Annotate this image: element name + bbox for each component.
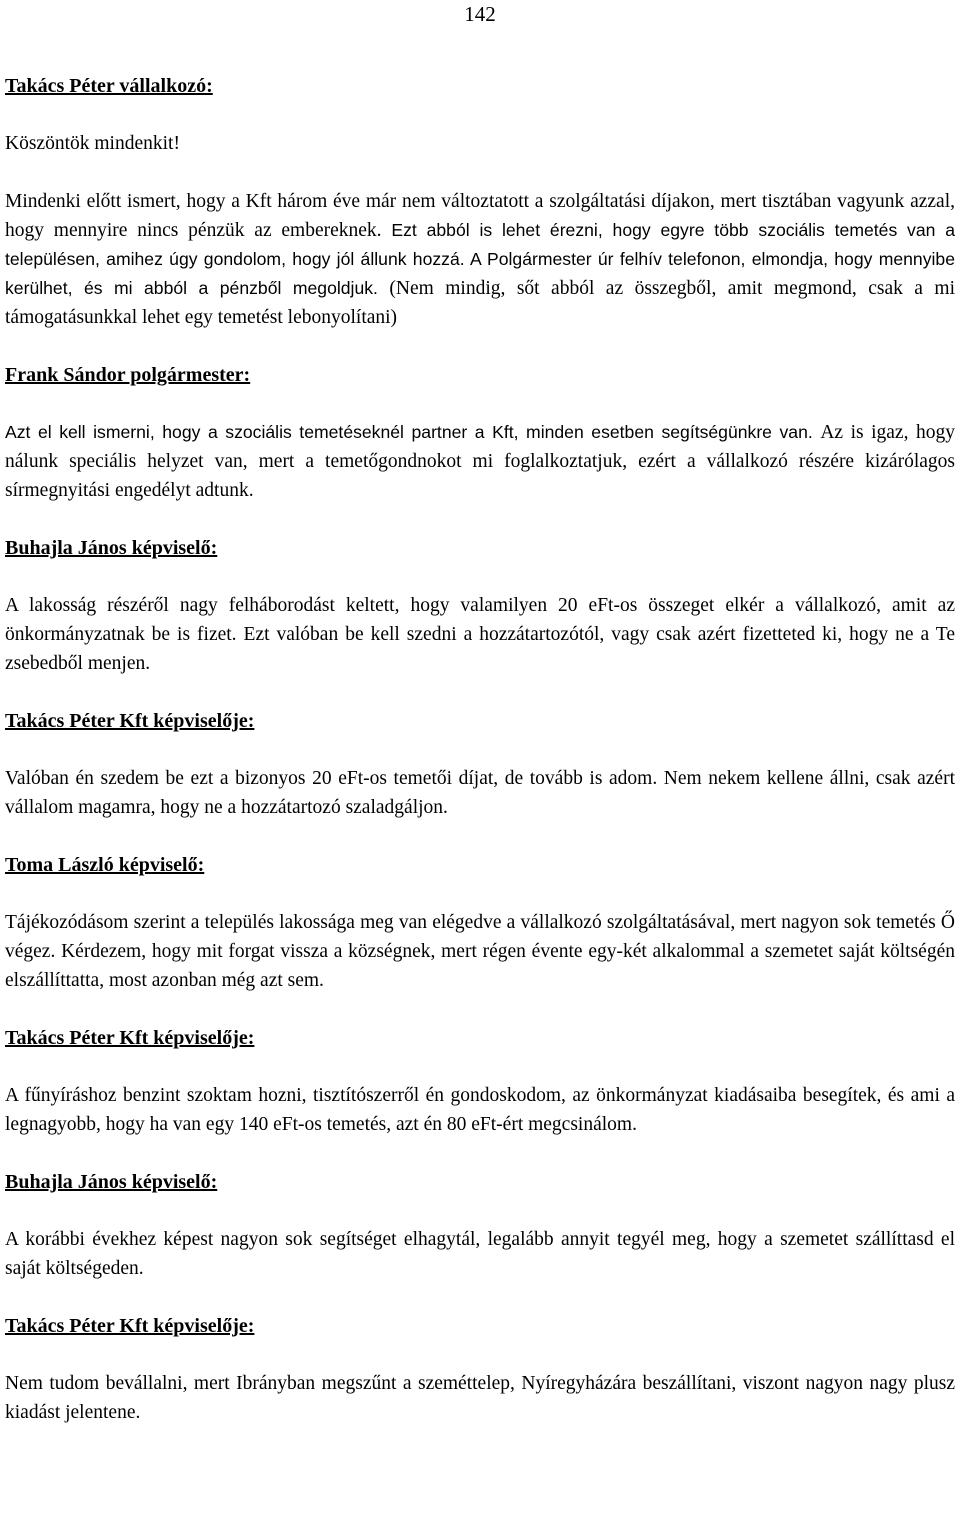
paragraph xyxy=(5,418,955,505)
paragraph-text: Az is igaz, hogy nálunk speciális helyzet van, mert a temetőgondnokot mi foglalkoztatjuk, ezért a vállalkozó részére kizárólagos sírmegnyitási engedélyt adtunk. xyxy=(5,422,955,501)
speaker-heading: Frank Sándor polgármester: xyxy=(5,364,251,386)
paragraph-text: Ezt abból is lehet érezni, hogy egyre több szociális temetés van a településen, amihez úgy gondolom, hogy jól állunk hozzá. A Polgármester úr felhív telefonon, elmondja, hogy mennyibe kerülhet, és mi abból a pénzből megoldjuk. xyxy=(5,220,956,298)
paragraph xyxy=(5,908,955,995)
speaker-heading: Toma László képviselő: xyxy=(5,854,205,876)
page-number: 142 xyxy=(464,2,496,26)
paragraph-text: Tájékozódásom szerint a település lakossága meg van elégedve a vállalkozó szolgáltatásával, mert nagyon sok temetés Ő végez. Kérdezem, hogy mit forgat vissza a községnek, mert régen évente egy-két alkalommal a szemetet saját költségén elszállíttatta, most azonban még azt sem. xyxy=(5,912,955,991)
paragraph xyxy=(5,591,955,678)
speaker-heading: Buhajla János képviselő: xyxy=(5,1171,218,1193)
paragraph xyxy=(5,1081,955,1139)
paragraph-text: A lakosság részéről nagy felháborodást keltett, hogy valamilyen 20 eFt-os összeget elkér a vállalkozó, amit az önkormányzatnak be is fizet. Ezt valóban be kell szedni a hozzátartozótól, vagy csak azért fizetteted ki, hogy ne a Te zsebedből menjen. xyxy=(5,595,955,674)
paragraph-text: Azt el kell ismerni, hogy a szociális temetéseknél partner a Kft, minden esetben segítségünkre van. xyxy=(5,422,821,442)
paragraph-text: Nem tudom bevállalni, mert Ibrányban megszűnt a szeméttelep, Nyíregyházára beszállítani, viszont nagyon nagy plusz kiadást jelentene. xyxy=(5,1373,955,1423)
speaker-heading: Takács Péter Kft képviselője: xyxy=(5,710,255,732)
paragraph xyxy=(5,1225,955,1283)
paragraph-text: Köszöntök mindenkit! xyxy=(5,133,180,154)
paragraph xyxy=(5,187,955,332)
paragraph-text: Mindenki előtt ismert, hogy a Kft három éve már nem változtatott a szolgáltatási díjakon, mert tisztában vagyunk azzal, hogy mennyire nincs pénzük az embereknek. xyxy=(5,191,955,241)
paragraph-text: A korábbi évekhez képest nagyon sok segítséget elhagytál, legalább annyit tegyél meg, hogy a szemetet szállíttasd el saját költségeden. xyxy=(5,1229,955,1279)
speaker-heading: Takács Péter Kft képviselője: xyxy=(5,1315,255,1337)
paragraph-text: Valóban én szedem be ezt a bizonyos 20 eFt-os temetői díjat, de tovább is adom. Nem nekem kellene állni, csak azért vállalom magamra, hogy ne a hozzátartozó szaladgáljon. xyxy=(5,768,955,818)
speaker-heading: Takács Péter Kft képviselője: xyxy=(5,1027,255,1049)
speaker-heading: Buhajla János képviselő: xyxy=(5,537,218,559)
document-body xyxy=(5,72,955,1456)
paragraph-text: (Nem mindig, sőt abból az összegből, amit megmond, csak a mi támogatásunkkal lehet egy temetést lebonyolítani) xyxy=(5,278,956,328)
speaker-heading: Takács Péter vállalkozó: xyxy=(5,75,213,97)
paragraph xyxy=(5,129,955,158)
paragraph-text: A fűnyíráshoz benzint szoktam hozni, tisztítószerről én gondoskodom, az önkormányzat kiadásaiba besegítek, és ami a legnagyobb, hogy ha van egy 140 eFt-os temetés, azt én 80 eFt-ért megcsinálom. xyxy=(5,1085,955,1135)
paragraph xyxy=(5,1369,955,1427)
paragraph xyxy=(5,764,955,822)
